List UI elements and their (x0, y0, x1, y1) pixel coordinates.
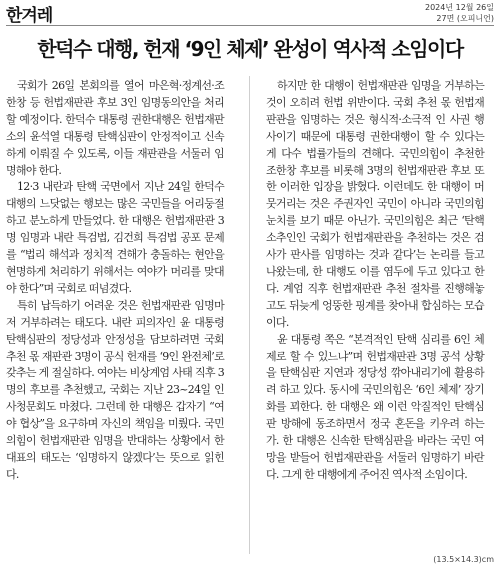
left-column (6, 78, 224, 484)
paragraph: 국회가 26일 본회의를 열어 마은혁·정계선·조한창 등 헌법재판관 후보 3인 임명동의안을 처리할 예정이다. 한덕수 대통령 권한대행은 헌법재판소의 윤석열 대통령 탄핵심판이 안정적이고 신속하게 이뤄질 수 있도록, 이들 재판관을 서둘러 임명해야 한다. (6, 79, 224, 177)
article-size-note: (13.5×14.3)cm (433, 555, 494, 564)
newspaper-logo: 한겨레 (6, 5, 53, 26)
top-rule (6, 25, 494, 26)
paragraph: 12·3 내란과 탄핵 국면에서 지난 24일 한덕수 대행의 느닷없는 행보는 많은 국민들을 어리둥절하고 분노하게 만들었다. 한 대행은 헌법재판관 3명 임명과 내란 특검법, 김건희 특검법 공포 문제를 “법리 해석과 정치적 견해가 충돌하는 현안을 현명하게 처리하기 위해서는 여야가 머리를 맞대야 한다”며 국회로 떠넘겼다. (6, 180, 224, 295)
column-divider (249, 76, 250, 554)
publication-date: 2024년 12월 26일 (425, 3, 494, 12)
masthead (6, 2, 52, 24)
right-column (266, 78, 484, 484)
paragraph: 특히 납득하기 어려운 것은 헌법재판관 임명마저 거부하려는 태도다. 내란 피의자인 윤 대통령 탄핵심판의 정당성과 안정성을 담보하려면 국회 추천 몫 재판관 3명이 공식 헌재를 ‘9인 완전체’로 갖추는 게 절실하다. 여야는 비상계엄 사태 직후 3명의 후보를 추천했고, 국회는 지난 23~24일 인사청문회도 마쳤다. 그런데 한 대행은 갑자기 “여야 협상”을 요구하며 자신의 책임을 미뤘다. 국민의힘이 헌법재판관 임명을 반대하는 상황에서 한 대표의 태도는 ‘임명하지 않겠다’는 뜻으로 읽힌다. (6, 298, 224, 481)
page-section: 27면 (오피니언) (436, 14, 494, 23)
publication-meta (425, 2, 494, 24)
paragraph: 하지만 한 대행이 헌법재판관 임명을 거부하는 것이 오히려 헌법 위반이다. 국회 추천 몫 헌법재판관을 임명하는 것은 형식적·소극적 인 사권 행사이기 때문에 대통령 권한대행이 할 수 있다는 게 다수 법률가들의 견해다. 국민의힘이 추천한 조한창 후보를 비롯해 3명의 헌법재판관 후보 또한 이러한 입장을 밝혔다. 이런데도 한 대행이 머뭇거리는 것은 주권자인 국민이 아니라 국민의힘 눈치를 보기 때문 아닌가. 국민의힘은 최근 ‘탄핵소추인인 국회가 헌법재판관을 추천하는 것은 검사가 판사를 임명하는 것과 같다’는 논리를 들고나왔는데, 한 대행도 이를 염두에 두고 있다고 한다. 계엄 직후 헌법재판관 추천 절차를 진행해놓고도 뒤늦게 엉뚱한 핑계를 찾아내 합심하는 모습이다. (266, 79, 484, 329)
headline: 한덕수 대행, 헌재 ‘9인 체제’ 완성이 역사적 소임이다 (37, 36, 463, 61)
paragraph: 윤 대통령 쪽은 “본격적인 탄핵 심리를 6인 체제로 할 수 있느냐”며 헌법재판관 3명 공석 상황을 탄핵심판 지연과 정당성 깎아내리기에 활용하려 하고 있다. 동시에 국민의힘은 ‘6인 체제’ 장기화를 꾀한다. 한 대행은 왜 이런 악질적인 탄핵심판 방해에 동조하면서 정국 혼돈을 키우려 하는가. 한 대행은 신속한 탄핵심판을 바라는 국민 여망을 받들어 헌법재판관을 서둘러 임명하기 바란다. 그게 한 대행에게 주어진 역사적 소임이다. (266, 332, 484, 481)
article-body (0, 70, 500, 555)
